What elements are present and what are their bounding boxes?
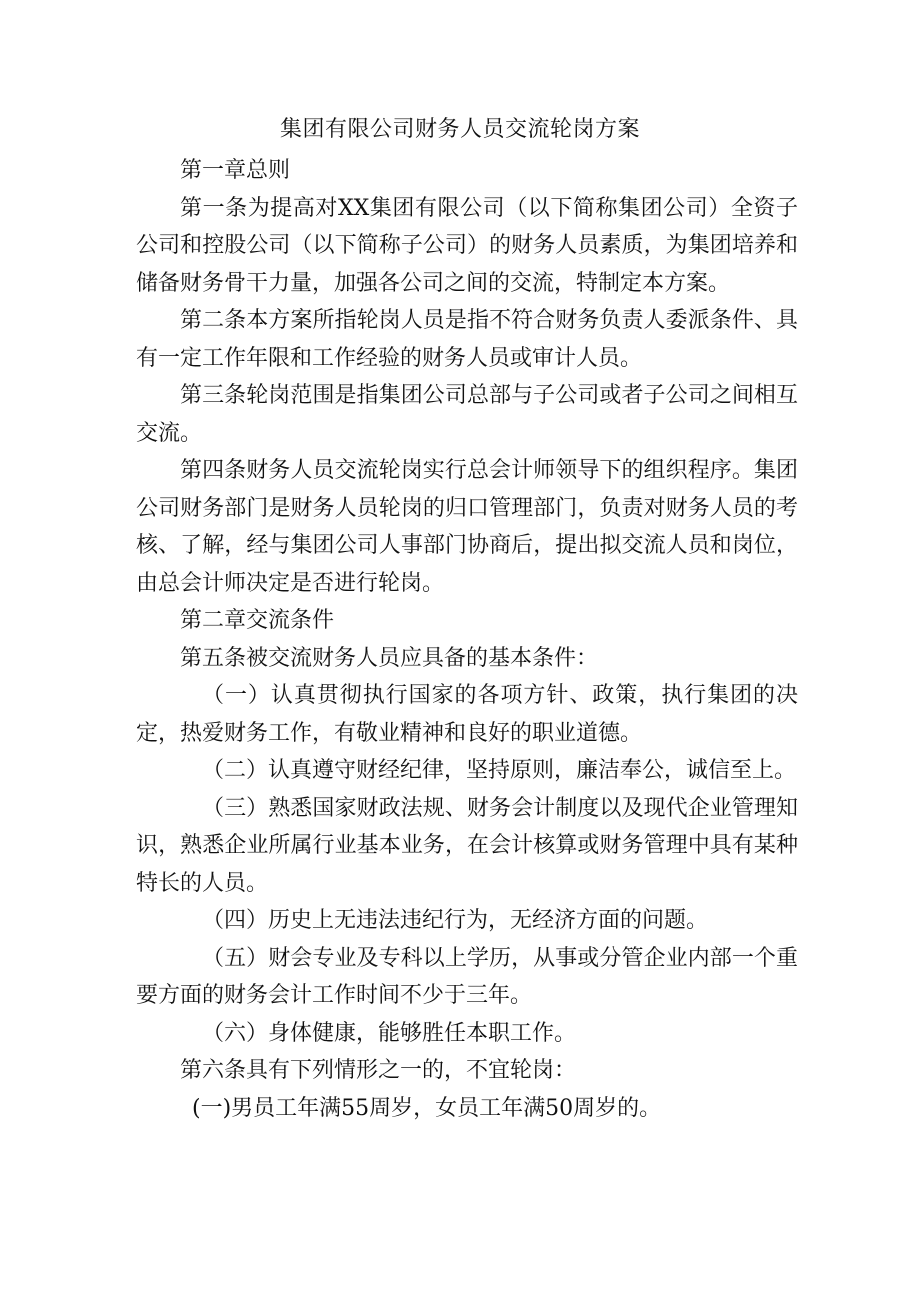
article-paragraph: 第二条本方案所指轮岗人员是指不符合财务负责人委派条件、具有一定工作年限和工作经验的财务人员或审计人员。 xyxy=(136,308,798,371)
article-paragraph: 第一条为提高对XX集团有限公司（以下简称集团公司）全资子公司和控股公司（以下简称子公司）的财务人员素质，为集团培养和储备财务骨干力量，加强各公司之间的交流，特制定本方案。 xyxy=(136,195,798,296)
article-paragraph: 第六条具有下列情形之一的，不宜轮岗： xyxy=(180,1058,577,1083)
document-body xyxy=(136,152,798,1127)
list-item: （三）熟悉国家财政法规、财务会计制度以及现代企业管理知识，熟悉企业所属行业基本业务，在会计核算或财务管理中具有某种特长的人员。 xyxy=(136,795,798,896)
chapter-heading: 第二章交流条件 xyxy=(180,608,335,633)
list-item: （二）认真遵守财经纪律，坚持原则，廉洁奉公，诚信至上。 xyxy=(202,758,797,783)
list-item: (一)男员工年满55周岁，女员工年满50周岁的。 xyxy=(192,1095,662,1121)
article-paragraph: 第四条财务人员交流轮岗实行总会计师领导下的组织程序。集团公司财务部门是财务人员轮岗的归口管理部门，负责对财务人员的考核、了解，经与集团公司人事部门协商后，提出拟交流人员和岗位，由总会计师决定是否进行轮岗。 xyxy=(136,458,798,596)
document-title: 集团有限公司财务人员交流轮岗方案 xyxy=(279,117,640,142)
article-paragraph: 第五条被交流财务人员应具备的基本条件： xyxy=(180,645,599,671)
list-item: （六）身体健康，能够胜任本职工作。 xyxy=(202,1020,577,1046)
article-paragraph: 第三条轮岗范围是指集团公司总部与子公司或者子公司之间相互交流。 xyxy=(136,383,798,446)
list-item: （一）认真贯彻执行国家的各项方针、政策，执行集团的决定，热爱财务工作，有敬业精神和良好的职业道德。 xyxy=(136,683,798,746)
list-item: （四）历史上无违法违纪行为，无经济方面的问题。 xyxy=(202,908,709,933)
chapter-heading: 第一章总则 xyxy=(180,158,291,183)
list-item: （五）财会专业及专科以上学历，从事或分管企业内部一个重要方面的财务会计工作时间不少于三年。 xyxy=(136,945,798,1008)
